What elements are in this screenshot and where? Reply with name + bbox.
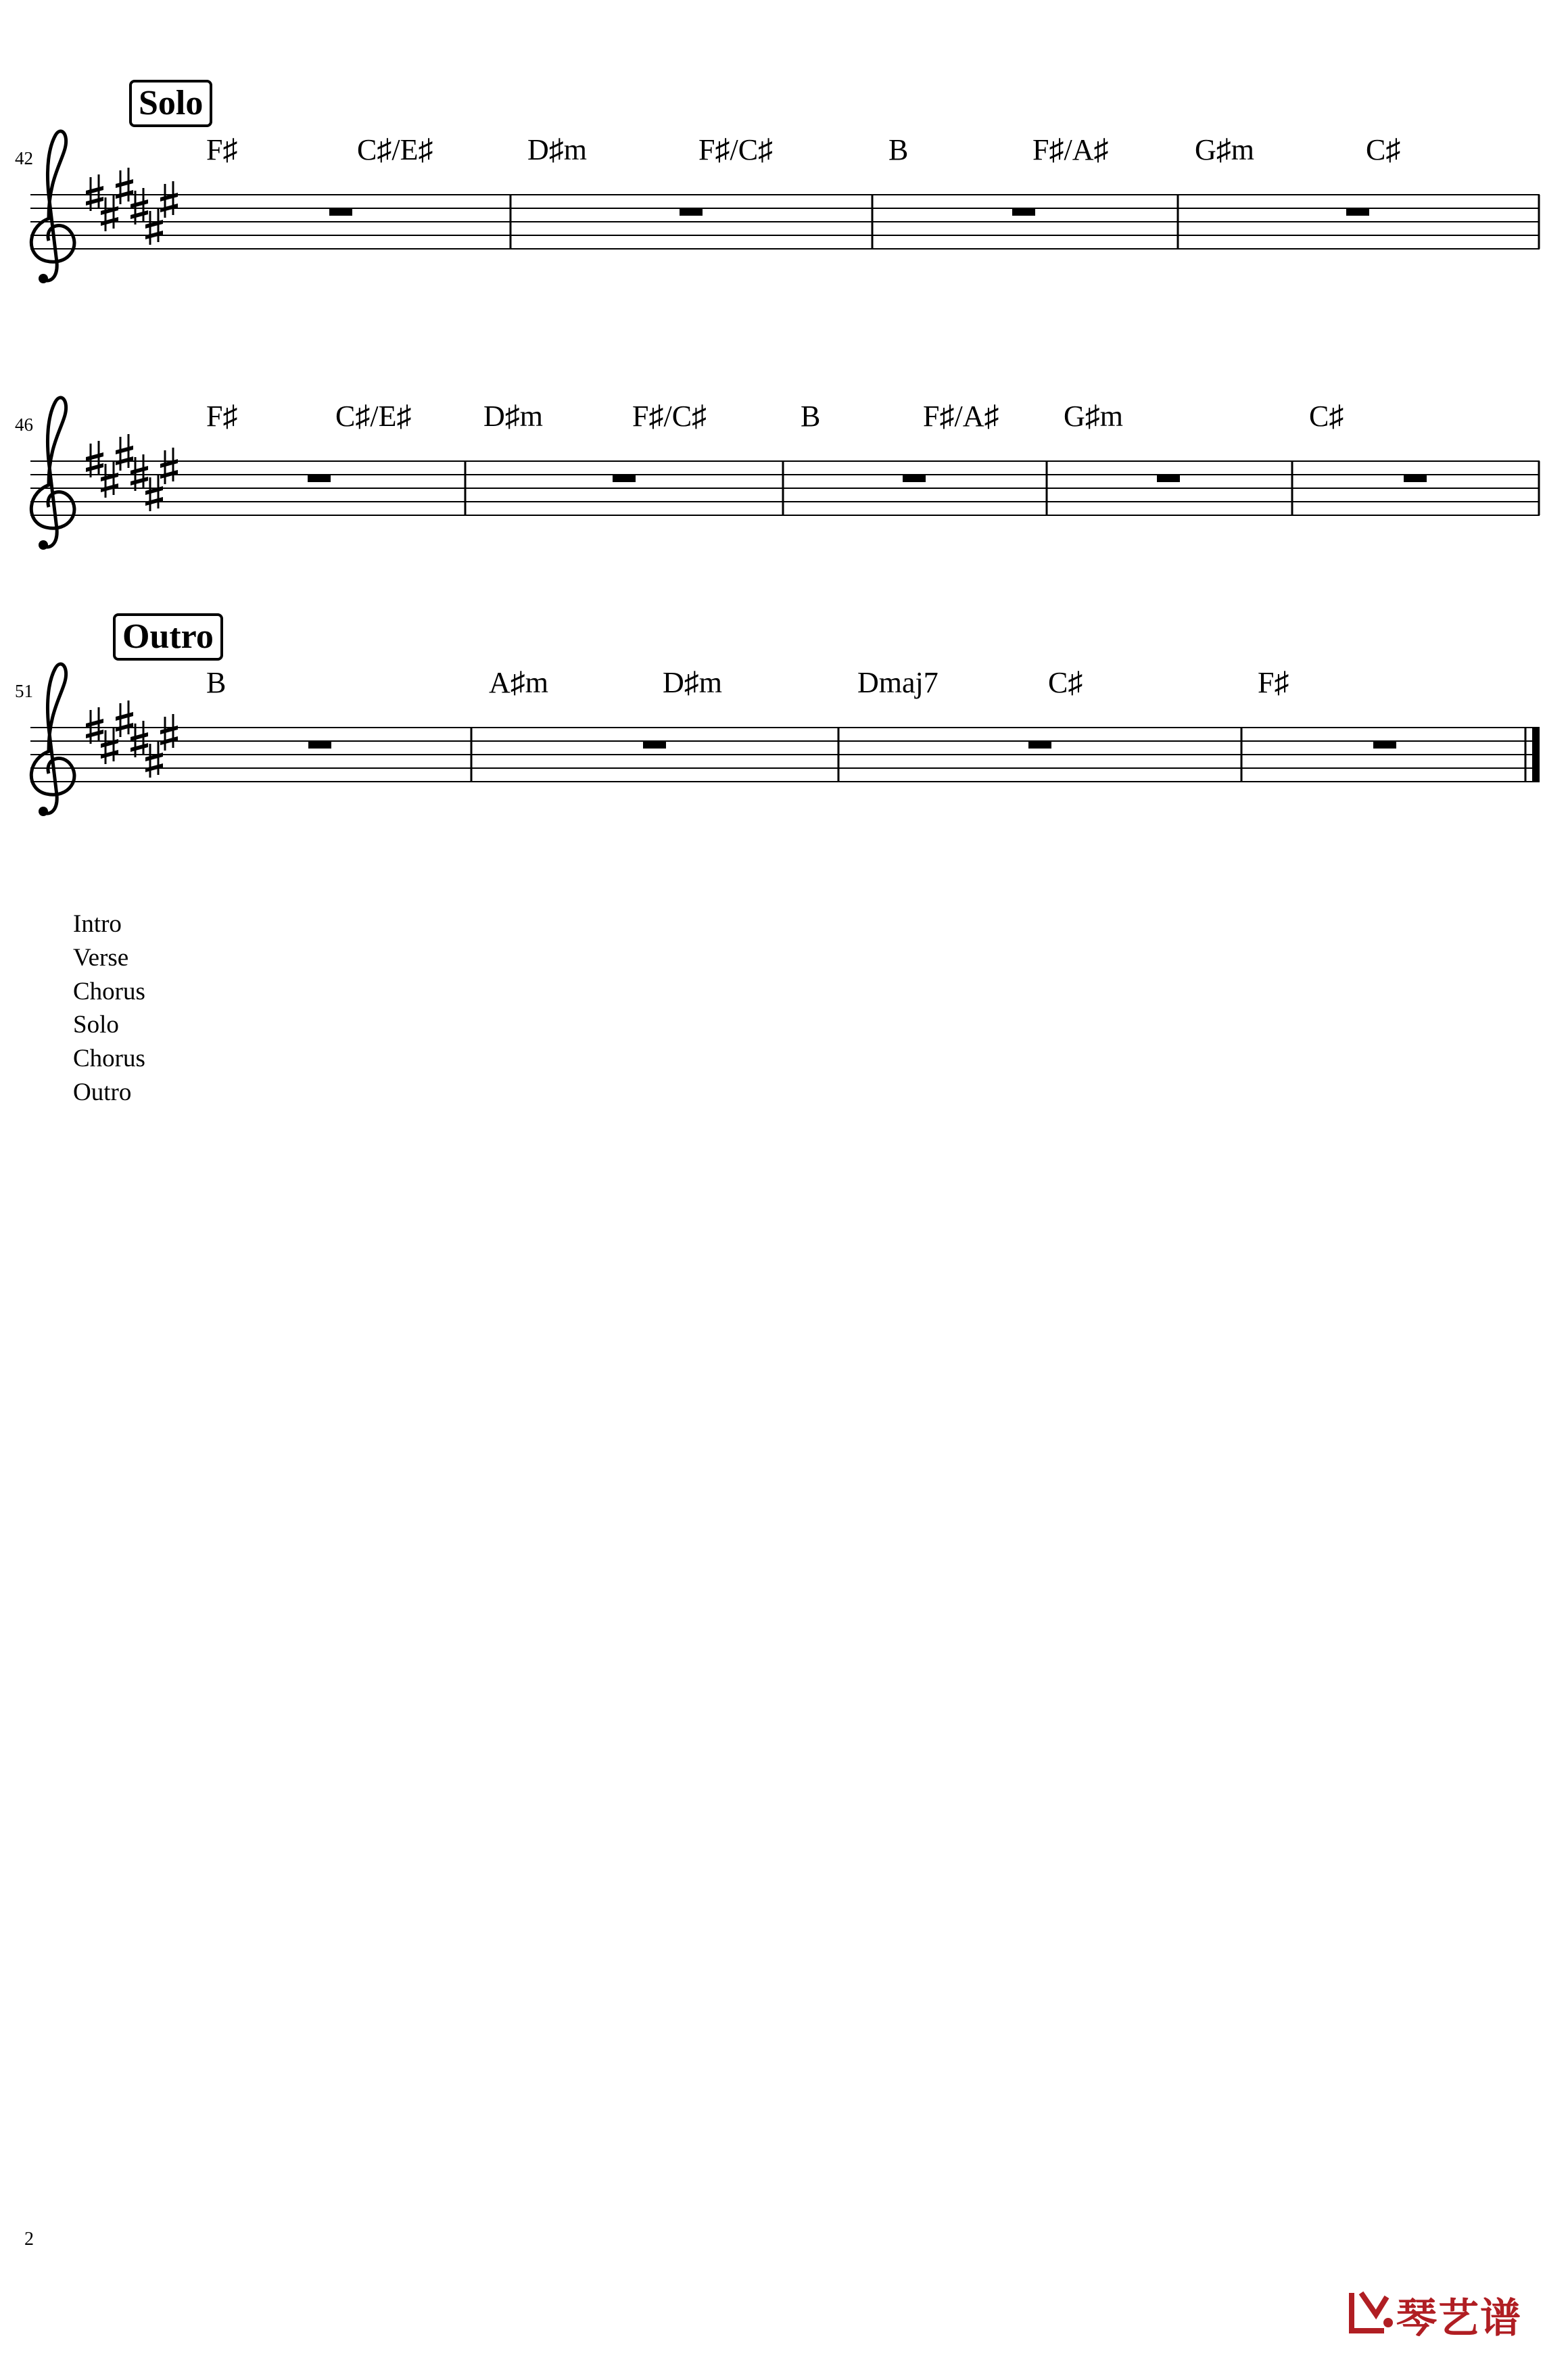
site-logo <box>1348 2283 1537 2342</box>
chord-symbol: D♯m <box>483 400 543 433</box>
chord-symbol: B <box>888 133 909 166</box>
chord-symbol: B <box>206 666 227 699</box>
chord-symbol: C♯/E♯ <box>357 133 433 166</box>
chord-symbol: C♯ <box>1366 133 1401 166</box>
chord-symbol: F♯ <box>206 133 238 166</box>
legend-item: Chorus <box>73 978 145 1005</box>
chord-symbol: F♯ <box>1258 666 1289 699</box>
chord-symbol: C♯ <box>1309 400 1344 433</box>
staff-system-3 <box>30 664 1540 816</box>
chord-symbol: B <box>801 400 821 433</box>
chord-symbol: F♯ <box>206 400 238 433</box>
legend-item: Intro <box>73 910 122 938</box>
legend-item: Solo <box>73 1011 119 1039</box>
chord-symbol: D♯m <box>663 666 722 699</box>
logo-text: 琴艺谱 <box>1396 2295 1522 2342</box>
legend-item: Outro <box>73 1078 132 1106</box>
logo-mark-icon <box>1348 2287 1395 2336</box>
rehearsal-mark-solo: Solo <box>129 80 212 127</box>
chord-symbol: C♯ <box>1048 666 1083 699</box>
chord-symbol: Dmaj7 <box>857 666 939 699</box>
staff-system-2 <box>30 398 1540 550</box>
legend-item: Verse <box>73 944 129 972</box>
measure-number: 51 <box>15 681 33 701</box>
chord-symbol: F♯/A♯ <box>923 400 999 433</box>
chord-symbol: F♯/A♯ <box>1032 133 1109 166</box>
chord-symbol: C♯/E♯ <box>335 400 412 433</box>
chord-symbol: D♯m <box>527 133 587 166</box>
staff-system-1 <box>30 131 1540 283</box>
measure-number: 46 <box>15 414 33 435</box>
chord-symbol: G♯m <box>1064 400 1123 433</box>
page-number: 2 <box>24 2229 34 2250</box>
chord-symbol: F♯/C♯ <box>632 400 707 433</box>
measure-number: 42 <box>15 148 33 168</box>
rehearsal-mark-outro: Outro <box>113 613 223 661</box>
chord-symbol: A♯m <box>489 666 548 699</box>
chord-symbol: F♯/C♯ <box>698 133 774 166</box>
legend-item: Chorus <box>73 1045 145 1072</box>
chord-symbol: G♯m <box>1195 133 1254 166</box>
